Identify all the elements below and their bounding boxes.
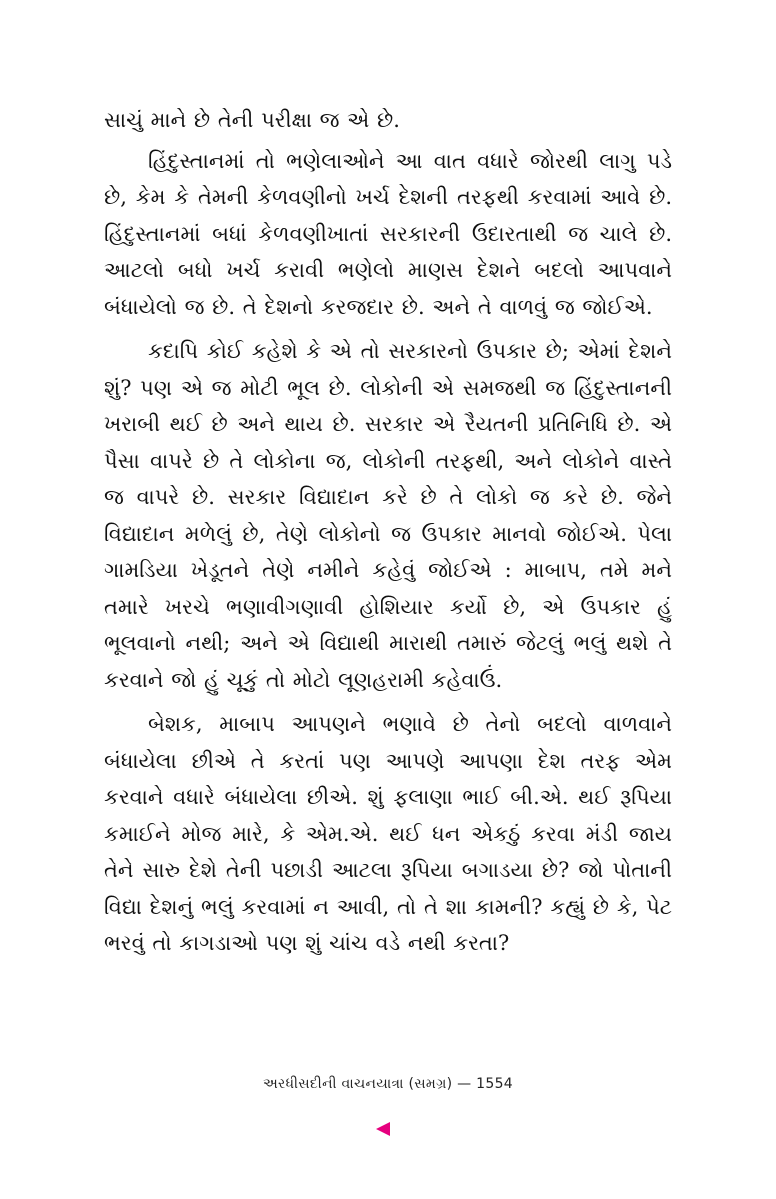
body-text [104, 102, 672, 970]
paragraph-2: હિંદુસ્તાનમાં તો ભણેલાઓને આ વાત વધારે જોરથી લાગુ પડે છે, કેમ કે તેમની કેળવણીનો ખર્ચ દેશની તરફથી કરવામાં આવે છે. હિંદુસ્તાનમાં બધાં કેળવણીખાતાં સરકારની ઉદારતાથી જ ચાલે છે. આટલો બધો ખર્ચ કરાવી ભણેલો માણસ દેશને બદલો આપવાને બંધાયેલો જ છે. તે દેશનો કરજદાર છે. અને તે વાળવું જ જોઈએ. [104, 148, 672, 319]
previous-page-arrow-icon[interactable] [376, 1122, 390, 1136]
paragraph-3: કદાપિ કોઈ કહેશે કે એ તો સરકારનો ઉપકાર છે; એમાં દેશને શું? પણ એ જ મોટી ભૂલ છે. લોકોની એ સમજથી જ હિંદુસ્તાનની ખરાબી થઈ છે અને થાય છે. સરકાર એ રૈયતની પ્રતિનિધિ છે. એ પૈસા વાપરે છે તે લોકોના જ, લોકોની તરફથી, અને લોકોને વાસ્તે જ વાપરે છે. સરકાર વિદ્યાદાન કરે છે તે લોકો જ કરે છે. જેને વિદ્યાદાન મળેલું છે, તેણે લોકોનો જ ઉપકાર માનવો જોઈએ. પેલા ગામડિયા ખેડૂતને તેણે નમીને કહેવું જોઈએ : માબાપ, તમે મને તમારે ખરચે ભણાવીગણાવી હોશિયાર કર્યો છે, એ ઉપકાર હું ભૂલવાનો નથી; અને એ વિદ્યાથી મારાથી તમારું જેટલું ભલું થશે તે કરવાને જો હું ચૂકું તો મોટો લૂણહરામી કહેવાઉં. [104, 339, 672, 692]
paragraph-1: સાચું માને છે તેની પરીક્ષા જ એ છે. [104, 108, 400, 132]
page-footer: અરધીસદીની વાચનયાત્રા (સમગ્ર) — 1554 [262, 1076, 514, 1092]
paragraph-4: બેશક, માબાપ આપણને ભણાવે છે તેનો બદલો વાળવાને બંધાયેલા છીએ તે કરતાં પણ આપણે આપણા દેશ તરફ એમ કરવાને વધારે બંધાયેલા છીએ. શું ફલાણા ભાઈ બી.એ. થઈ રૂપિયા કમાઈને મોજ મારે, કે એમ.એ. થઈ ધન એકઠું કરવા મંડી જાય તેને સારુ દેશે તેની પછાડી આટલા રૂપિયા બગાડયા છે? જો પોતાની વિદ્યા દેશનું ભલું કરવામાં ન આવી, તો તે શા કામની? કહ્યું છે કે, પેટ ભરવું તો કાગડાઓ પણ શું ચાંચ વડે નથી કરતા? [104, 712, 672, 955]
